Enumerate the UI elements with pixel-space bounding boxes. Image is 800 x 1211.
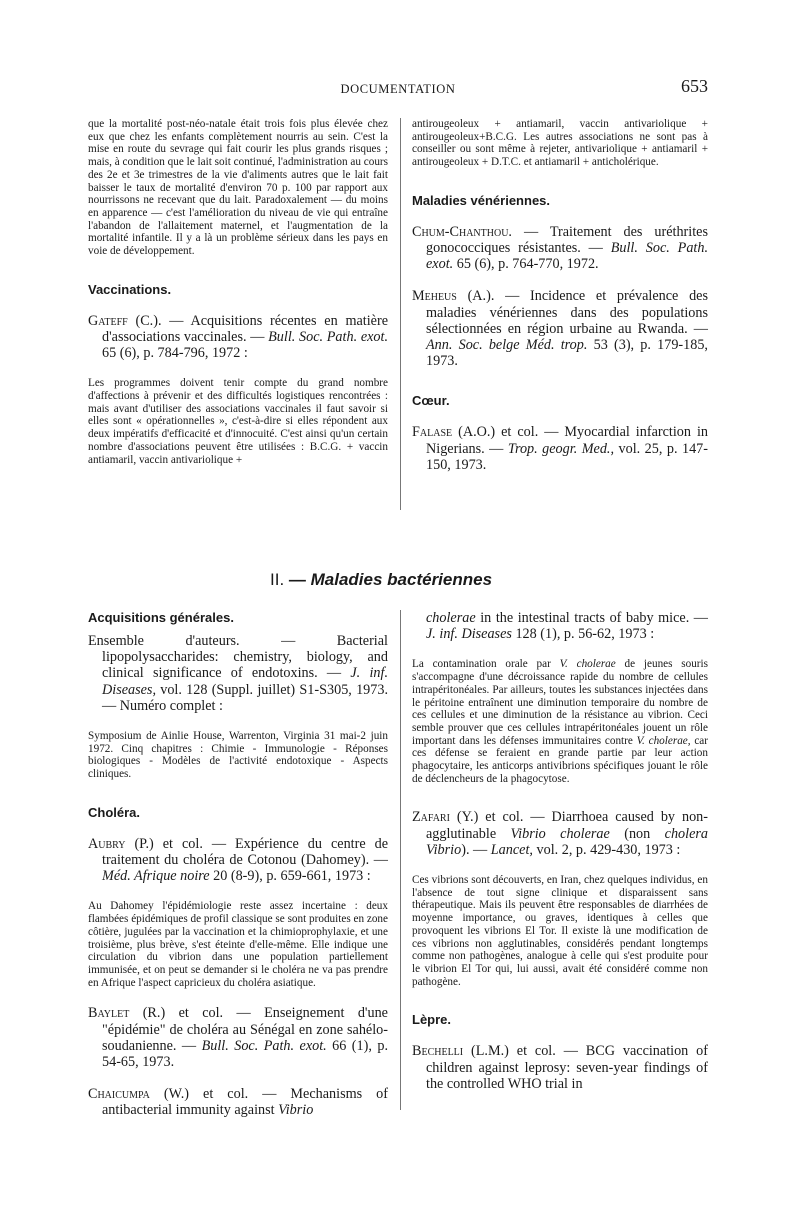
bibliographic-entry (88, 1005, 388, 1070)
entry-title: — Acquisitions récentes en matière d'associations vaccinales. — (102, 312, 388, 345)
entry-title: et col. — Enseignement d'une "épidémie" de choléra au Sénégal en zone sahélo-soudanienne. — (102, 1005, 388, 1054)
entry-title: (non (609, 825, 665, 842)
part-number: II. (270, 570, 285, 589)
entry-journal: J. inf. Diseases, (102, 665, 388, 698)
entry-title: et col. — Diarrhoea caused by non-agglutinable (426, 809, 708, 842)
entry-reference: 65 (6), p. 784-796, 1972 : (102, 345, 248, 362)
entry-title: et col. — Myocardial infarction in Nigerians. — (426, 424, 708, 457)
entry-reference: vol. 128 (Suppl. juillet) S1-S305, 1973. — Numéro complet : (102, 681, 388, 714)
entry-title: — Traitement des uréthrites gonococciques résistantes. — (426, 223, 708, 257)
abstract-italic: V. cholerae, (636, 734, 691, 747)
entry-author: Bechelli (L.M.) (412, 1043, 509, 1060)
entry-reference: 65 (6), p. 764-770, 1972. (453, 256, 599, 273)
entry-italic-term: Vibrio (278, 1102, 314, 1119)
entry-title: — Incidence et prévalence des maladies vénériennes dans des populations sélectionnées en région urbaine au Rwanda. — (426, 288, 708, 337)
entry-abstract (412, 658, 708, 785)
page-header (88, 76, 708, 104)
entry-journal: Bull. Soc. Path. exot. (426, 240, 708, 273)
entry-abstract: Les programmes doivent tenir compte du grand nombre d'affections à prévenir et des difficultés logistiques rencontrées : mais avant d'utiliser des associations vaccinales il faut savoir si elles sont « opérationnelles », c'est-à-dire si elles répondent aux deux impératifs d'efficacité et d'innocuité. C'est ainsi qu'un certain nombre d'associations peuvent être utilisées : B.C.G. + vaccin antiamaril, vaccin antivariolique + (88, 377, 388, 466)
part-heading (270, 570, 670, 590)
entry-abstract: Au Dahomey l'épidémiologie reste assez incertaine : deux flambées épidémiques de profil classique se sont produites en zone côtière, jugulées par la vaccination et la chimioprophylaxie, et une troisième, plus brève, s'est éteinte d'elle-même. Elle indique une circulation du vibrion dans une population partiellement immunisée, et on peut se demander si le choléra ne va pas prendre en Afrique l'aspect capricieux du choléra asiatique. (88, 900, 388, 989)
entry-author: Meheus (A.). (412, 288, 495, 305)
entry-title: et col. — BCG vaccination of children against leprosy: seven-year findings of the controlled WHO trial in (426, 1043, 708, 1092)
running-title: DOCUMENTATION (340, 82, 456, 96)
entry-title: in the intestinal tracts of baby mice. — (475, 610, 708, 626)
right-column-bottom (412, 610, 708, 1092)
left-column-bottom (88, 610, 388, 1119)
bibliographic-entry (412, 809, 708, 858)
bibliographic-entry (412, 424, 708, 473)
bibliographic-entry (88, 836, 388, 885)
entry-journal: Lancet, (490, 841, 533, 858)
section-heading-vaccinations: Vaccinations. (88, 281, 172, 297)
entry-italic-term: cholerae (426, 610, 476, 626)
section-heading-leprosy: Lèpre. (412, 1012, 452, 1028)
right-column-top (412, 118, 708, 473)
abstract-text: car ces défense se feraient en grande partie par leur action phagocytaire, les anticorps antivibrions spécifiques jouant le rôle de déclencheurs de la phagocytose. (412, 734, 708, 785)
bibliographic-entry (88, 313, 388, 362)
section-heading-cholera: Choléra. (88, 804, 141, 820)
entry-title: et col. — Expérience du centre de traitement du choléra de Cotonou (Dahomey). — (102, 835, 388, 869)
entry-title: ). — (461, 841, 491, 858)
part-dash: — (284, 570, 311, 589)
entry-reference: 128 (1), p. 56-62, 1973 : (511, 626, 655, 643)
entry-reference: vol. 25, p. 147-150, 1973. (426, 440, 708, 473)
intro-paragraph: que la mortalité post-néo-natale était trois fois plus élevée chez eux que chez les enfants complètement nourris au sein. C'est la mise en route du sevrage qui fait courir les plus grands risques ; mais, à condition que le lait soit continué, l'administration au cours des 2e et 3e trimestres de la vie d'aliments autres que le lait fait baisser le taux de mortalité d'environ 70 p. 100 par rapport aux nourrissons ne recevant que du lait. Paradoxalement — du moins en apparence — c'est l'amélioration du niveau de vie qui entraîne l'abandon de l'allaitement maternel, et l'augmentation de la mortalité infantile. Il y a là un problème sérieux dans les pays en voie de développement. (88, 118, 388, 258)
bibliographic-entry (412, 288, 708, 369)
abstract-italic: V. cholerae (559, 658, 616, 671)
bibliographic-entry (88, 1086, 388, 1118)
entry-title: — Bacterial lipopolysaccharides: chemistry, biology, and clinical significance of endotoxins. — (102, 633, 388, 682)
page-number: 653 (681, 76, 708, 96)
entry-italic-term: Vibrio cholerae (510, 825, 610, 842)
left-column-top (88, 118, 388, 466)
entry-reference: vol. 2, p. 429-430, 1973 : (532, 841, 681, 858)
entry-journal: Trop. geogr. Med., (507, 440, 615, 457)
entry-author: Gateff (C.). (88, 312, 162, 329)
abstract-continuation: antirougeoleux + antiamaril, vaccin antivariolique + antirougeoleux+B.C.G. Les autres associations ne sont pas à conseiller ou sont même à rejeter, antivariolique + antiamaril + antirougeoleux + D.T.C. et antiamaril + anticholérique. (412, 118, 708, 169)
bibliographic-entry (412, 1043, 708, 1092)
column-divider (400, 610, 401, 1110)
entry-reference: 53 (3), p. 179-185, 1973. (426, 337, 708, 370)
column-divider (400, 118, 401, 510)
entry-author: Chum-Chanthou. (412, 223, 512, 240)
entry-continuation (412, 610, 708, 642)
entry-journal: Ann. Soc. belge Méd. trop. (426, 337, 588, 354)
entry-author: Ensemble d'auteurs. (88, 633, 240, 649)
entry-author: Aubry (P.) (88, 835, 154, 852)
entry-author: Falase (A.O.) (412, 424, 496, 441)
entry-abstract: Symposium de Ainlie House, Warrenton, Virginia 31 mai-2 juin 1972. Cinq chapitres : Chimie - Immunologie - Réponses biologiques - Modèles de l'activité endotoxique - Aspects cliniques. (88, 730, 388, 781)
abstract-text: de jeunes souris s'accompagne d'une décroissance rapide du nombre de cellules intrapéritonéales. Par ailleurs, toutes les substances injectées dans le péritoine entraînent une diminution temporaire du nombre de ces cellules et une diminution de la résistance au vibrion. Ceci semble prouver que ces cellules intrapéritonéales jouent un rôle important dans les défenses immunitaires contre (412, 658, 708, 747)
entry-author: Chaicumpa (W.) (88, 1086, 189, 1103)
entry-author: Baylet (R.) (88, 1005, 166, 1022)
entry-author: Zafari (Y.) (412, 809, 479, 826)
abstract-text: La contamination orale par (412, 658, 560, 671)
entry-title: et col. — Mechanisms of antibacterial immunity against (102, 1086, 388, 1119)
part-title: Maladies bactériennes (310, 570, 493, 589)
entry-journal: Bull. Soc. Path. exot. (268, 328, 388, 345)
bibliographic-entry (412, 224, 708, 273)
entry-journal: Bull. Soc. Path. exot. (201, 1037, 327, 1054)
section-heading-heart: Cœur. (412, 393, 450, 409)
entry-reference: 66 (1), p. 54-65, 1973. (102, 1037, 388, 1070)
entry-abstract: Ces vibrions sont découverts, en Iran, chez quelques individus, en l'absence de tout signe clinique et disparaissent sans thérapeutique. Mais ils peuvent être responsables de diarrhées de moyenne importance, ou graves, identiques à celles que provoquent les vibrions El Tor. Il existe là une modification de ces vibrions non agglutinables, considérés pendant longtemps comme non pathogènes, analogue à celle qui s'est produite pour le vibrion El Tor qui, lui aussi, avait été considéré comme non pathogène. (412, 874, 708, 988)
section-heading-venereal: Maladies vénériennes. (412, 192, 551, 208)
entry-italic-term: cholera Vibrio (426, 825, 708, 858)
entry-journal: J. inf. Diseases (426, 626, 512, 643)
section-heading-general: Acquisitions générales. (88, 610, 234, 625)
entry-journal: Méd. Afrique noire (102, 868, 210, 885)
bibliographic-entry (88, 633, 388, 714)
entry-reference: 20 (8-9), p. 659-661, 1973 : (209, 868, 371, 885)
